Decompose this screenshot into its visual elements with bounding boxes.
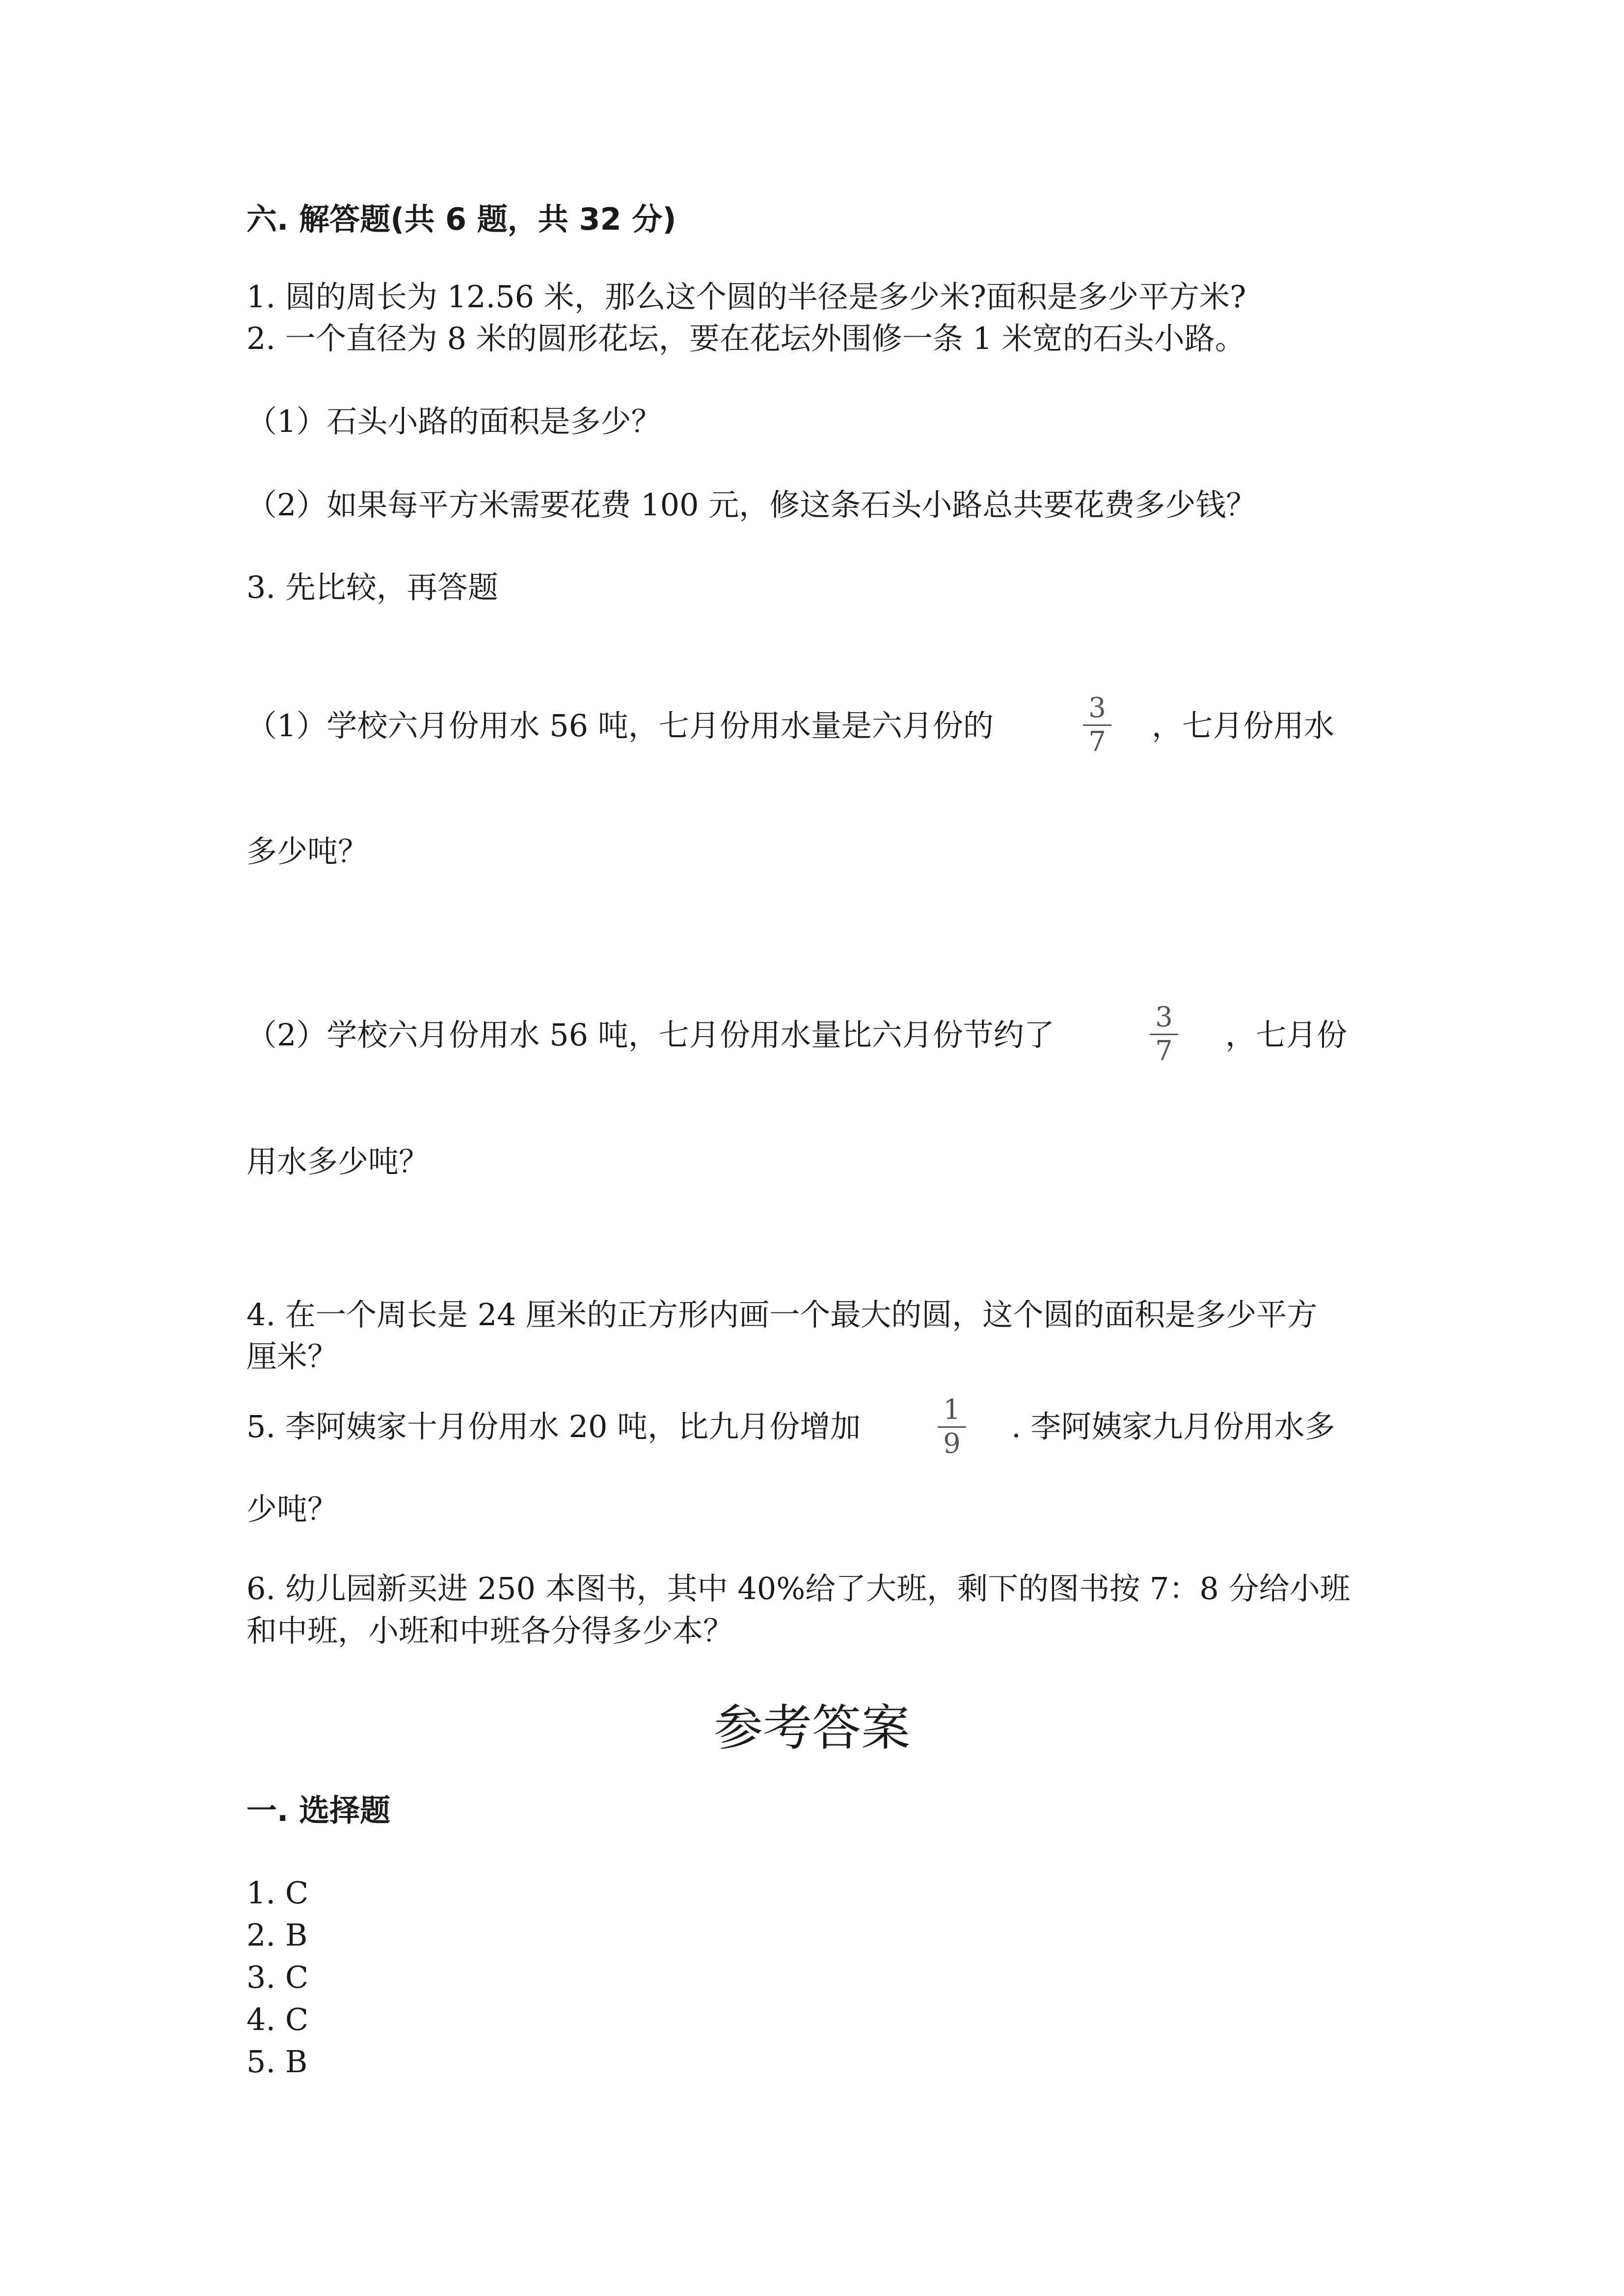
answer-item: 5. B xyxy=(246,2044,308,2080)
answer-item: 3. C xyxy=(246,1959,309,1995)
fraction-one-ninth xyxy=(935,1395,969,1459)
answer-item: 2. B xyxy=(246,1917,308,1953)
question-3-part-1-text: （1）学校六月份用水 56 吨，七月份用水量是六月份的 xyxy=(246,708,994,744)
question-4-line-1: 4. 在一个周长是 24 厘米的正方形内画一个最大的圆，这个圆的面积是多少平方 xyxy=(246,1297,1318,1333)
question-5-continued: 少吨？ xyxy=(246,1491,338,1527)
fraction-three-sevenths xyxy=(1080,693,1114,757)
fraction-numerator: 1 xyxy=(943,1394,961,1426)
question-4-line-2: 厘米？ xyxy=(246,1338,338,1374)
fraction-numerator: 3 xyxy=(1088,692,1106,724)
question-5-text-after: . 李阿姨家九月份用水多 xyxy=(1011,1409,1335,1444)
section-heading: 六. 解答题(共 6 题，共 32 分) xyxy=(246,201,677,237)
question-5-text: 5. 李阿姨家十月份用水 20 吨，比九月份增加 xyxy=(246,1409,861,1444)
answers-section-heading: 一. 选择题 xyxy=(246,1792,391,1828)
question-3-part-2-text-after: ，七月份 xyxy=(1225,1017,1348,1053)
question-2-part-2: （2）如果每平方米需要花费 100 元，修这条石头小路总共要花费多少钱？ xyxy=(246,487,1257,523)
question-2: 2. 一个直径为 8 米的圆形花坛，要在花坛外围修一条 1 米宽的石头小路。 xyxy=(246,320,1245,356)
fraction-numerator: 3 xyxy=(1155,1001,1173,1033)
question-6-line-1: 6. 幼儿园新买进 250 本图书，其中 40%给了大班，剩下的图书按 7：8 分给小班 xyxy=(246,1571,1351,1606)
question-2-part-1: （1）石头小路的面积是多少？ xyxy=(246,403,662,439)
fraction-denominator: 7 xyxy=(1155,1035,1173,1067)
question-1: 1. 圆的周长为 12.56 米，那么这个圆的半径是多少米?面积是多少平方米? xyxy=(246,279,1246,315)
question-3: 3. 先比较，再答题 xyxy=(246,569,498,605)
fraction-three-sevenths xyxy=(1147,1002,1181,1067)
answer-item: 4. C xyxy=(246,2002,309,2037)
question-6-line-2: 和中班，小班和中班各分得多少本？ xyxy=(246,1613,734,1649)
question-3-part-2-continued: 用水多少吨？ xyxy=(246,1144,430,1179)
fraction-denominator: 9 xyxy=(943,1428,961,1460)
question-3-part-2-text: （2）学校六月份用水 56 吨，七月份用水量比六月份节约了 xyxy=(246,1017,1055,1053)
fraction-denominator: 7 xyxy=(1088,726,1106,758)
answer-item: 1. C xyxy=(246,1875,309,1911)
answers-title: 参考答案 xyxy=(714,1699,910,1757)
question-3-part-1-text-after: ，七月份用水 xyxy=(1152,708,1335,744)
question-3-part-1-continued: 多少吨？ xyxy=(246,833,369,869)
